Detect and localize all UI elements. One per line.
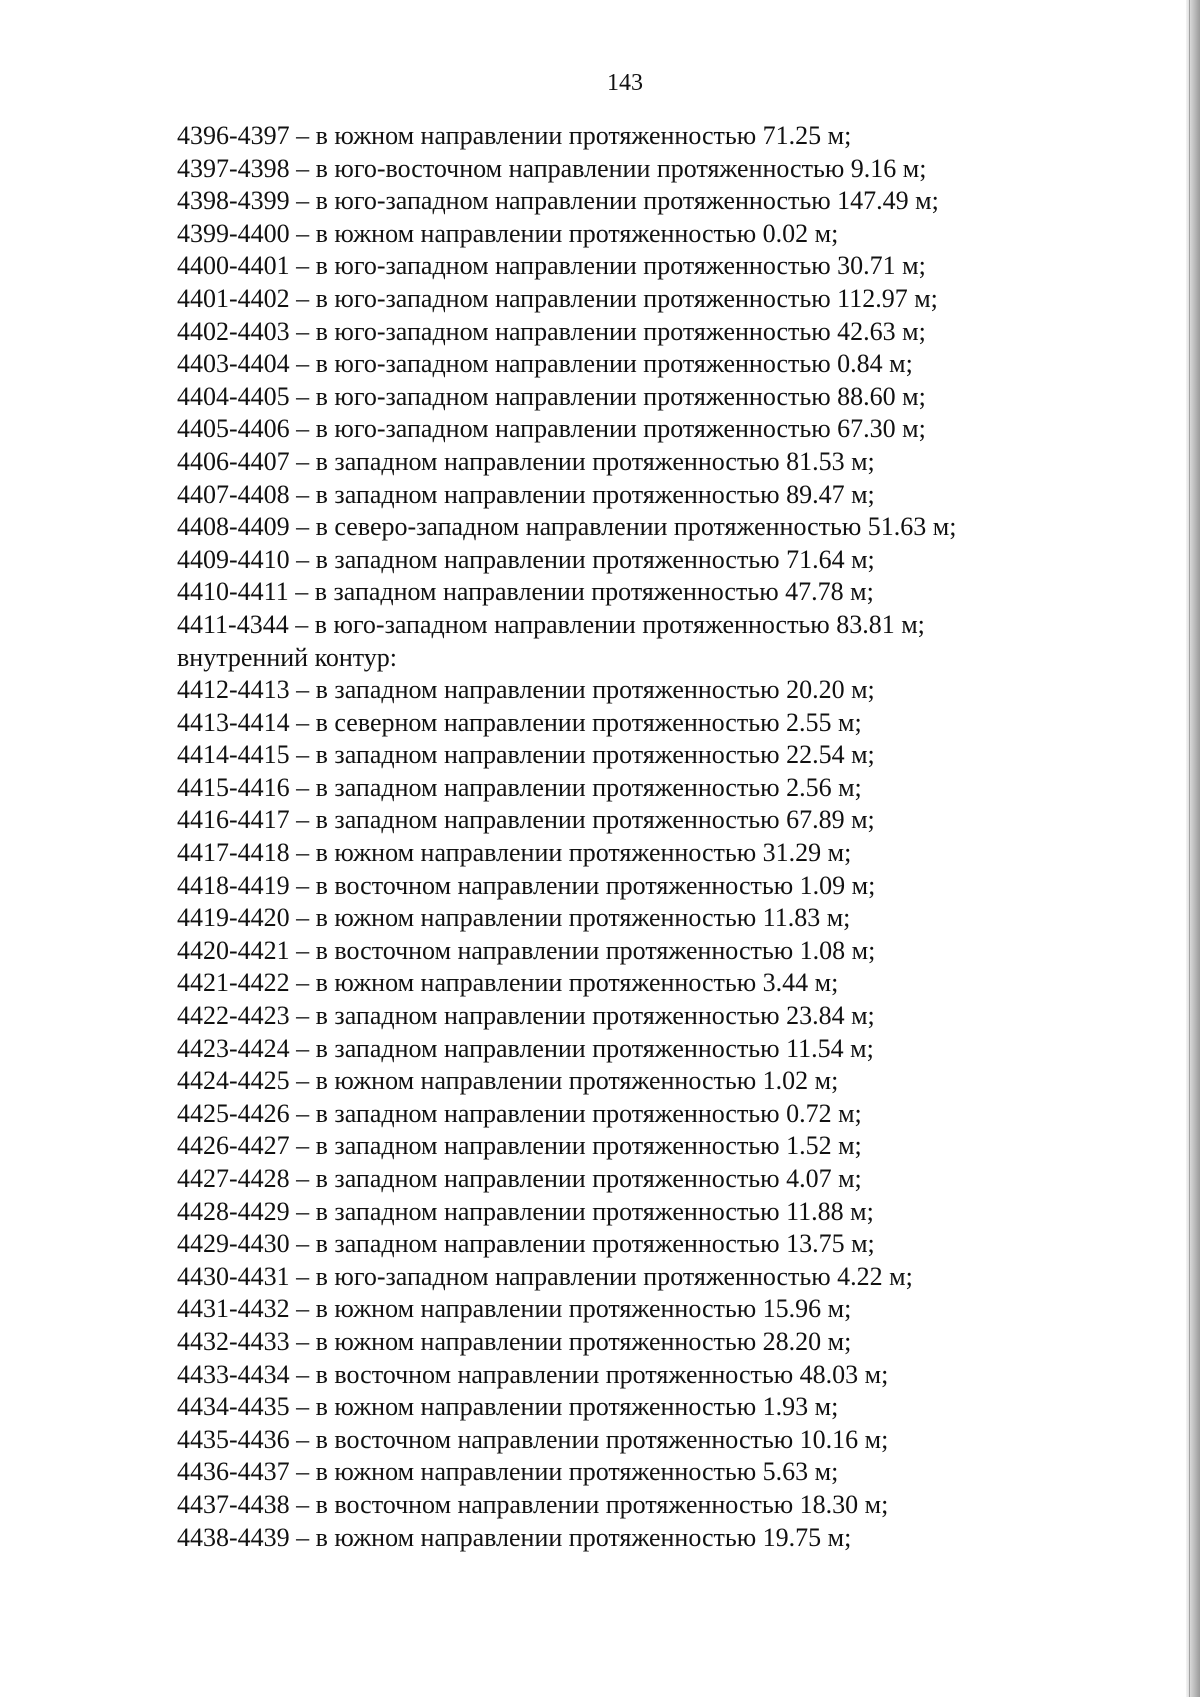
text-line: 4419-4420 – в южном направлении протяженностью 11.83 м; bbox=[177, 903, 851, 933]
text-line: 4431-4432 – в южном направлении протяженностью 15.96 м; bbox=[177, 1294, 852, 1324]
text-line: внутренний контур: bbox=[177, 642, 398, 672]
text-line: 4399-4400 – в южном направлении протяженностью 0.02 м; bbox=[177, 218, 839, 248]
text-line: 4406-4407 – в западном направлении протяженностью 81.53 м; bbox=[177, 446, 875, 476]
text-line: 4423-4424 – в западном направлении протяженностью 11.54 м; bbox=[177, 1033, 874, 1063]
text-line: 4417-4418 – в южном направлении протяженностью 31.29 м; bbox=[177, 838, 852, 868]
text-line: 4421-4422 – в южном направлении протяженностью 3.44 м; bbox=[177, 968, 839, 998]
text-line: 4437-4438 – в восточном направлении протяженностью 18.30 м; bbox=[177, 1489, 889, 1519]
text-line: 4436-4437 – в южном направлении протяженностью 5.63 м; bbox=[177, 1457, 839, 1487]
text-line: 4418-4419 – в восточном направлении протяженностью 1.09 м; bbox=[177, 870, 876, 900]
text-line: 4402-4403 – в юго-западном направлении протяженностью 42.63 м; bbox=[177, 316, 926, 346]
text-line: 4403-4404 – в юго-западном направлении протяженностью 0.84 м; bbox=[177, 349, 913, 379]
scanned-page-edge-line bbox=[1189, 0, 1190, 1697]
text-line: 4405-4406 – в юго-западном направлении протяженностью 67.30 м; bbox=[177, 414, 926, 444]
boundary-description-text bbox=[177, 120, 1077, 1554]
text-line: 4432-4433 – в южном направлении протяженностью 28.20 м; bbox=[177, 1326, 852, 1356]
text-line: 4424-4425 – в южном направлении протяженностью 1.02 м; bbox=[177, 1066, 839, 1096]
text-line: 4416-4417 – в западном направлении протяженностью 67.89 м; bbox=[177, 805, 875, 835]
text-line: 4414-4415 – в западном направлении протяженностью 22.54 м; bbox=[177, 740, 875, 770]
text-line: 4422-4423 – в западном направлении протяженностью 23.84 м; bbox=[177, 1001, 875, 1031]
text-line: 4407-4408 – в западном направлении протяженностью 89.47 м; bbox=[177, 479, 875, 509]
text-line: 4404-4405 – в юго-западном направлении протяженностью 88.60 м; bbox=[177, 381, 926, 411]
text-line: 4420-4421 – в восточном направлении протяженностью 1.08 м; bbox=[177, 935, 876, 965]
text-line: 4400-4401 – в юго-западном направлении протяженностью 30.71 м; bbox=[177, 251, 926, 281]
text-line: 4434-4435 – в южном направлении протяженностью 1.93 м; bbox=[177, 1392, 839, 1422]
text-line: 4408-4409 – в северо-западном направлении протяженностью 51.63 м; bbox=[177, 512, 957, 542]
text-line: 4411-4344 – в юго-западном направлении протяженностью 83.81 м; bbox=[177, 609, 925, 639]
text-line: 4397-4398 – в юго-восточном направлении протяженностью 9.16 м; bbox=[177, 153, 927, 183]
text-line: 4438-4439 – в южном направлении протяженностью 19.75 м; bbox=[177, 1522, 852, 1552]
text-line: 4412-4413 – в западном направлении протяженностью 20.20 м; bbox=[177, 675, 875, 705]
text-line: 4409-4410 – в западном направлении протяженностью 71.64 м; bbox=[177, 544, 875, 574]
text-line: 4413-4414 – в северном направлении протяженностью 2.55 м; bbox=[177, 707, 862, 737]
text-line: 4425-4426 – в западном направлении протяженностью 0.72 м; bbox=[177, 1098, 862, 1128]
page-number: 143 bbox=[607, 70, 643, 96]
text-line: 4427-4428 – в западном направлении протяженностью 4.07 м; bbox=[177, 1164, 862, 1193]
text-line: 4435-4436 – в восточном направлении протяженностью 10.16 м; bbox=[177, 1424, 889, 1454]
text-line: 4426-4427 – в западном направлении протяженностью 1.52 м; bbox=[177, 1131, 862, 1161]
text-line: 4433-4434 – в восточном направлении протяженностью 48.03 м; bbox=[177, 1359, 889, 1389]
text-line: 4396-4397 – в южном направлении протяженностью 71.25 м; bbox=[177, 121, 852, 150]
text-line: 4428-4429 – в западном направлении протяженностью 11.88 м; bbox=[177, 1196, 874, 1226]
text-line: 4429-4430 – в западном направлении протяженностью 13.75 м; bbox=[177, 1229, 875, 1259]
text-line: 4398-4399 – в юго-западном направлении протяженностью 147.49 м; bbox=[177, 186, 939, 216]
text-line: 4430-4431 – в юго-западном направлении протяженностью 4.22 м; bbox=[177, 1261, 913, 1291]
text-line: 4415-4416 – в западном направлении протяженностью 2.56 м; bbox=[177, 772, 862, 802]
text-line: 4410-4411 – в западном направлении протяженностью 47.78 м; bbox=[177, 577, 874, 607]
text-line: 4401-4402 – в юго-западном направлении протяженностью 112.97 м; bbox=[177, 283, 938, 313]
